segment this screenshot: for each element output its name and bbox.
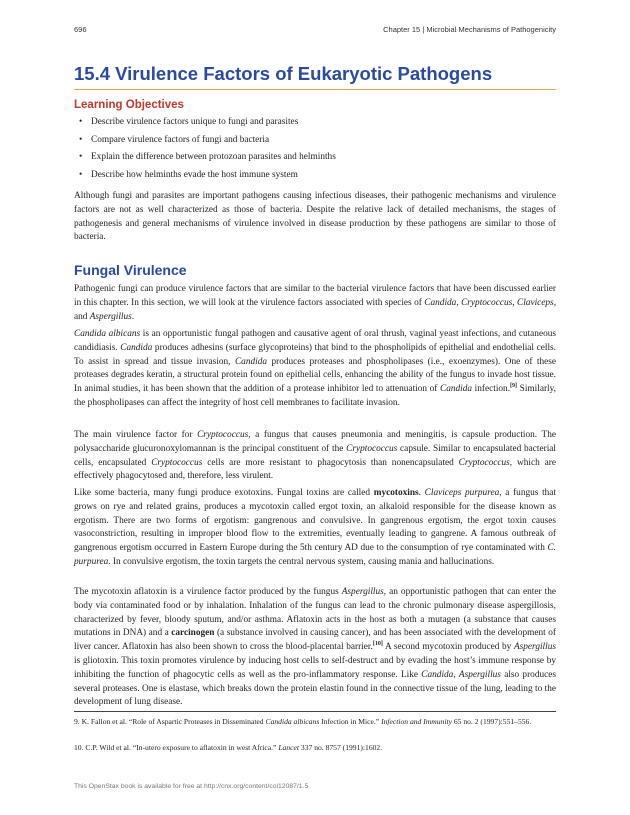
bullet-icon: • — [79, 134, 83, 145]
objective-text: Describe how helminths evade the host immune system — [91, 170, 298, 181]
objective-text: Explain the difference between protozoan parasites and helminths — [91, 152, 336, 163]
text-run: , an opportunistic pathogen that can enter the body via contaminated food or by inhalation. Inhalation of the fungus can lead to the chronic pulmonary disease aspergillosis, characterized by fever, bloody sputum, and/or asthma. Aflatoxin acts in the host as both a mutagen (a substance that causes mutations in DNA) and a — [74, 587, 556, 639]
text-run: infection. — [472, 384, 511, 395]
emphasis-text: Aspergillus — [89, 311, 132, 322]
emphasis-text: Candida — [424, 297, 457, 308]
text-run: produces proteases and phospholipases (i.e., exoenzymes). One of these proteases degrades keratin, a structural protein found on epithelial cells, enhancing the ability of the fungus to invade host tissue. In animal studies, it has been shown that the addition of a protease inhibitor led to attenuation of — [74, 356, 556, 395]
footnote-divider — [74, 711, 556, 712]
fungal-virulence-title: Fungal Virulence — [74, 262, 187, 278]
text-run: . — [131, 311, 135, 322]
emphasis-text: Cryptococcus — [346, 443, 398, 454]
text-run: , a fungus that grows on rye and related grains, produces a mycotoxin called ergot toxin, an alkaloid responsible for the disease known as ergotism. There are two forms of ergotism: gangrenous and convulsive. In gangrenous ergotism, the ergot toxin causes vasoconstriction, resulting in improper blood flow to the extremities, eventually leading to gangrene. A famous outbreak of gangrenous ergotism occurred in Eastern Europe during the 5th century AD due to the consumption of rye contaminated with — [74, 488, 557, 554]
text-run: The mycotoxin aflatoxin is a virulence factor produced by the fungus — [74, 587, 342, 597]
list-item — [74, 169, 556, 181]
text-run: is gliotoxin. This toxin promotes virulence by inducing host cells to self-destruct and by evading the host’s immune response by inhibiting the function of phagocytic cells as well as the pro-inflammatory response. Like — [74, 655, 556, 680]
bullet-icon: • — [79, 117, 83, 127]
text-run: The main virulence factor for — [74, 430, 198, 440]
text-run: also produces several proteases. One is elastase, which breaks down the protein elastin found in the connective tissue of the lung, leading to the development of lung disease. — [74, 669, 556, 708]
text-run: , which are effectively phagocytosed and, therefore, less virulent. — [74, 457, 556, 482]
text-run: is an opportunistic fungal pathogen and causative agent of oral thrush, vaginal yeast infections, and cutaneous candidiasis. — [74, 329, 556, 353]
emphasis-text: Cryptococcus — [151, 457, 203, 468]
emphasis-text: carcinogen — [171, 628, 215, 639]
footnote-ref: [9] — [510, 383, 518, 390]
intro-paragraph: Although fungi and parasites are important pathogens causing infectious diseases, their pathogenic mechanisms and virulence factors are not as well characterized as those of bacteria. Despite the relative lack of detailed mechanisms, the stages of pathogenesis and general mechanisms of virulence involved in disease production by these pathogens are similar to those of bacteria. — [74, 191, 556, 243]
text-run: , — [512, 297, 518, 308]
chapter-title: Chapter 15 | Microbial Mechanisms of Pathogenicity — [383, 25, 556, 34]
text-run: A second mycotoxin produced by — [382, 642, 514, 653]
text-run: 10. C.P. Wild et al. “In-utero exposure to aflatoxin in west Africa.” — [74, 743, 279, 752]
emphasis-text: Cryptococcus — [197, 430, 249, 440]
text-run: Similarly, the phospholipases can affect the integrity of host cell membranes to facilitate invasion. — [74, 384, 556, 408]
text-run: , — [453, 669, 459, 680]
page-footer: This OpenStax book is available for free at http://cnx.org/content/col12087/1.5 — [74, 783, 309, 790]
emphasis-text: Aspergillus — [513, 642, 556, 653]
objective-text: Compare virulence factors of fungi and bacteria — [91, 134, 270, 145]
paragraph-fungal-intro — [74, 283, 556, 324]
paragraph-candida — [74, 328, 556, 411]
text-run: capsule. Similar to encapsulated bacterial cells, encapsulated — [74, 443, 556, 468]
bullet-icon: • — [79, 170, 83, 181]
emphasis-text: Aspergillus — [341, 587, 384, 597]
text-run: Pathogenic fungi can produce virulence factors that are similar to the bacterial virulence factors that have been discussed earlier in this chapter. In this section, we will look at the virulence factors associated with species of — [74, 284, 556, 308]
list-item — [74, 116, 556, 128]
text-run: . In convulsive ergotism, the toxin targets the central nervous system, causing mania and hallucinations. — [108, 556, 495, 567]
text-run: 337 no. 8757 (1991):1602. — [299, 743, 383, 752]
text-run: produces adhesins (surface glycoproteins) that bind to the phospholipids of epithelial and endothelial cells. To assist in spread and tissue invasion, — [74, 342, 556, 367]
list-item — [74, 134, 556, 146]
emphasis-text: Candida — [234, 356, 267, 367]
emphasis-text: Candida albicans — [265, 717, 320, 726]
text-run: 9. K. Fallon et al. “Role of Aspartic Proteases in Disseminated — [74, 717, 266, 726]
text-run: . — [418, 488, 425, 498]
emphasis-text: Cryptococcus — [458, 457, 510, 468]
emphasis-text: Candida — [421, 669, 454, 680]
paragraph-mycotoxins — [74, 487, 556, 570]
emphasis-text: Candida — [120, 342, 153, 353]
text-run: Infection in Mice.” — [319, 717, 382, 726]
section-title: 15.4 Virulence Factors of Eukaryotic Pathogens — [74, 64, 556, 90]
text-run: (a substance involved in causing cancer), and has been associated with the development of liver cancer. Aflatoxin has also been shown to cross the blood-placental barrier. — [74, 628, 556, 653]
emphasis-text: mycotoxins — [373, 488, 419, 498]
emphasis-text: Claviceps purpurea — [424, 488, 500, 498]
learning-objectives-title: Learning Objectives — [74, 99, 184, 111]
footnote-9 — [74, 716, 556, 727]
paragraph-cryptococcus — [74, 429, 556, 484]
text-run: , a fungus that causes pneumonia and meningitis, is capsule production. The polysaccharide glucuronoxylomannan is the principal constituent of the — [74, 430, 556, 454]
bullet-icon: • — [79, 152, 83, 163]
emphasis-text: C. purpurea — [74, 543, 556, 567]
emphasis-text: Infection and Immunity — [381, 717, 452, 726]
emphasis-text: Candida albicans — [74, 329, 141, 339]
text-run: , and — [74, 297, 557, 322]
emphasis-text: Aspergillus — [458, 669, 501, 680]
footnote-ref: [10] — [372, 641, 383, 648]
page-number: 696 — [74, 25, 87, 34]
emphasis-text: Cryptococcus — [461, 297, 513, 308]
emphasis-text: Lancet — [278, 743, 299, 752]
text-run: 65 no. 2 (1997):551–556. — [451, 717, 532, 726]
emphasis-text: Candida — [440, 384, 473, 395]
objective-text: Describe virulence factors unique to fungi and parasites — [91, 117, 299, 127]
list-item — [74, 151, 556, 163]
text-run: , — [456, 297, 462, 308]
paragraph-aflatoxin — [74, 586, 556, 710]
text-run: cells are more resistant to phagocytosis than nonencapsulated — [202, 457, 459, 468]
learning-objectives-list — [74, 116, 556, 187]
footnote-10 — [74, 742, 556, 753]
text-run: Like some bacteria, many fungi produce exotoxins. Fungal toxins are called — [74, 488, 374, 498]
emphasis-text: Claviceps — [517, 297, 554, 308]
